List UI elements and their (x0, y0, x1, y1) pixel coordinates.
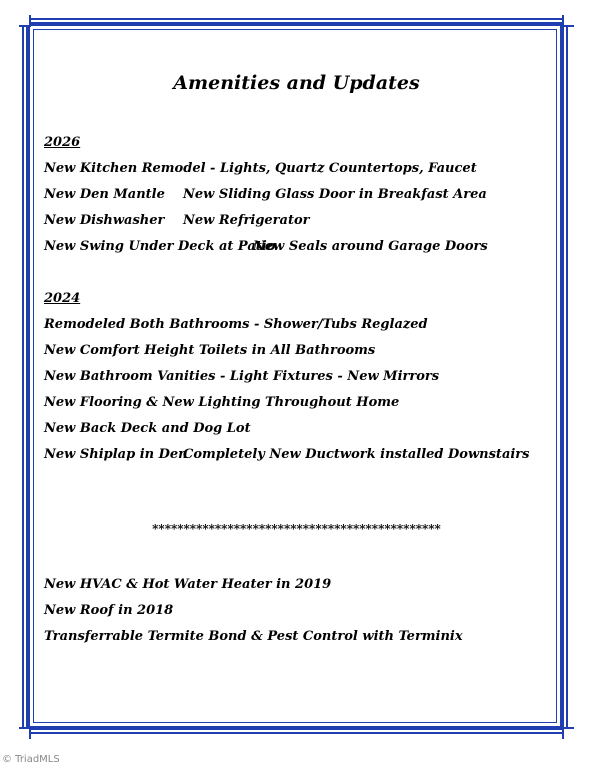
watermark: © TriadMLS (2, 754, 60, 765)
list-item (44, 187, 487, 202)
list-item (44, 343, 375, 358)
list-item (44, 213, 310, 228)
list-item (44, 421, 251, 436)
item-text: New Shiplap in Den (44, 447, 188, 462)
border-corner-bottom-right (562, 727, 574, 739)
item-text: Transferrable Termite Bond & Pest Control with Terminix (44, 629, 463, 644)
separator-stars: ********************************************** (152, 522, 441, 536)
list-item (44, 369, 439, 384)
list-item (44, 577, 331, 592)
item-text: New Swing Under Deck at Patio (44, 239, 276, 254)
list-item (44, 629, 463, 644)
year-heading-2024: 2024 (44, 291, 81, 306)
item-text: New Bathroom Vanities - Light Fixtures - New Mirrors (44, 369, 440, 384)
item-text: New HVAC & Hot Water Heater in 2019 (44, 577, 332, 592)
item-text: New Dishwasher (44, 213, 165, 228)
year-heading-2026: 2026 (44, 135, 81, 150)
item-text-second-column: New Sliding Glass Door in Breakfast Area (183, 187, 487, 202)
border-corner-top-left (19, 15, 31, 27)
item-text-second-column: New Seals around Garage Doors (253, 239, 488, 254)
item-text: New Flooring & New Lighting Throughout Home (44, 395, 400, 410)
item-text-second-column: New Refrigerator (183, 213, 310, 228)
list-item (44, 447, 530, 462)
border-corner-bottom-left (19, 727, 31, 739)
document-title: Amenities and Updates (173, 72, 420, 94)
list-item (44, 239, 488, 254)
list-item (44, 317, 428, 332)
item-text: New Back Deck and Dog Lot (44, 421, 251, 436)
item-text: New Roof in 2018 (44, 603, 174, 618)
item-text: New Den Mantle (44, 187, 165, 202)
item-text-second-column: Completely New Ductwork installed Downstairs (183, 447, 530, 462)
list-item (44, 395, 399, 410)
item-text: Remodeled Both Bathrooms - Shower/Tubs Reglazed (44, 317, 428, 332)
border-corner-top-right (562, 15, 574, 27)
list-item (44, 603, 173, 618)
list-item (44, 161, 477, 176)
item-text: New Comfort Height Toilets in All Bathrooms (44, 343, 376, 358)
item-text: New Kitchen Remodel - Lights, Quartz Countertops, Faucet (44, 161, 477, 176)
